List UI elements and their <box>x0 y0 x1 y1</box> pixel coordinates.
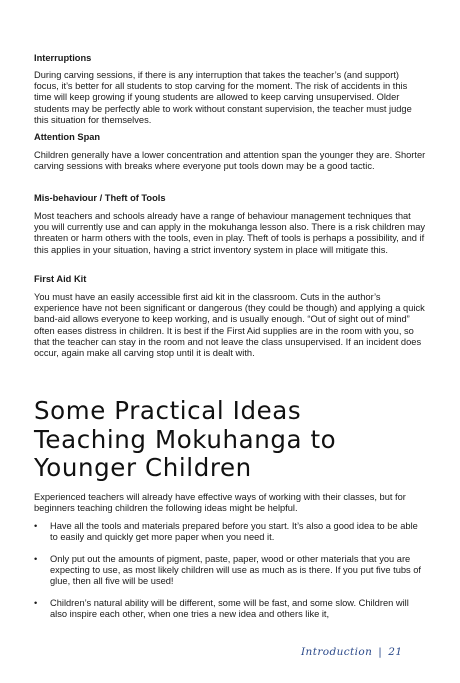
footer-separator: | <box>378 646 383 658</box>
bullet-icon: • <box>34 554 38 564</box>
list-item-text: Children’s natural ability will be different, some will be fast, and some slow. Children will also inspire each other, when one tries a new idea and others like it, <box>50 598 409 620</box>
heading-first-aid-kit: First Aid Kit <box>34 274 87 284</box>
section-title <box>34 397 434 483</box>
list-item <box>34 598 426 620</box>
heading-misbehaviour: Mis-behaviour / Theft of Tools <box>34 193 166 203</box>
list-item-text: Have all the tools and materials prepared before you start. It’s also a good idea to be able to easily and quickly get more paper when you need it. <box>50 521 418 543</box>
list-item <box>34 554 426 588</box>
paragraph-first-aid-kit: You must have an easily accessible first aid kit in the classroom. Cuts in the author’s experience have not been significant or dangerous (they could be though) and applying a quick band-aid allows everyone to keep working, and is usually enough. “Out of sight out of mind” often eases distress in children. It is best if the First Aid supplies are in the room with you, so that the teacher can stay in the room and not leave the class unsupervised. If an incident does occur, again make all carving stop until it is dealt with. <box>34 292 425 359</box>
list-item <box>34 521 426 543</box>
section-title-line-2: Teaching Mokuhanga to <box>34 424 337 454</box>
page-number: 21 <box>388 646 403 658</box>
paragraph-attention-span: Children generally have a lower concentration and attention span the younger they are. Shorter carving sessions with breaks where everyone put tools down may be a good tactic. <box>34 150 426 172</box>
section-title-line-3: Younger Children <box>34 453 252 482</box>
list-item-text: Only put out the amounts of pigment, paste, paper, wood or other materials that you are expecting to use, as most likely children will use as much as is there. If you put five tubs of glue, then all five will be used! <box>50 554 422 587</box>
bullet-icon: • <box>34 598 38 609</box>
tips-list <box>34 521 426 631</box>
section-title-line-1: Some Practical Ideas <box>34 396 302 425</box>
paragraph-interruptions: During carving sessions, if there is any interruption that takes the teacher’s (and support) focus, it’s better for all students to stop carving for the moment. The risk of accidents in this time will keep growing if young students are allowed to keep carving unsupervised. Older students may be perfectly able to work without constant supervision, the teacher must judge this situation for themselves. <box>34 70 412 125</box>
heading-attention-span: Attention Span <box>34 132 101 142</box>
intro-paragraph: Experienced teachers will already have effective ways of working with their classes, but for beginners teaching children the following ideas might be helpful. <box>34 492 406 514</box>
footer-section-name: Introduction <box>301 646 373 658</box>
page-footer <box>301 646 402 658</box>
bullet-icon: • <box>34 521 38 531</box>
heading-interruptions: Interruptions <box>34 53 92 63</box>
paragraph-misbehaviour: Most teachers and schools already have a range of behaviour management techniques that you will currently use and can apply in the mokuhanga lesson also. There is a risk children may threaten or harm others with the tools, even in play. Theft of tools is perhaps a possibility, and if this applies in your situation, having a strict inventory system in place will mitigate this. <box>34 211 426 255</box>
